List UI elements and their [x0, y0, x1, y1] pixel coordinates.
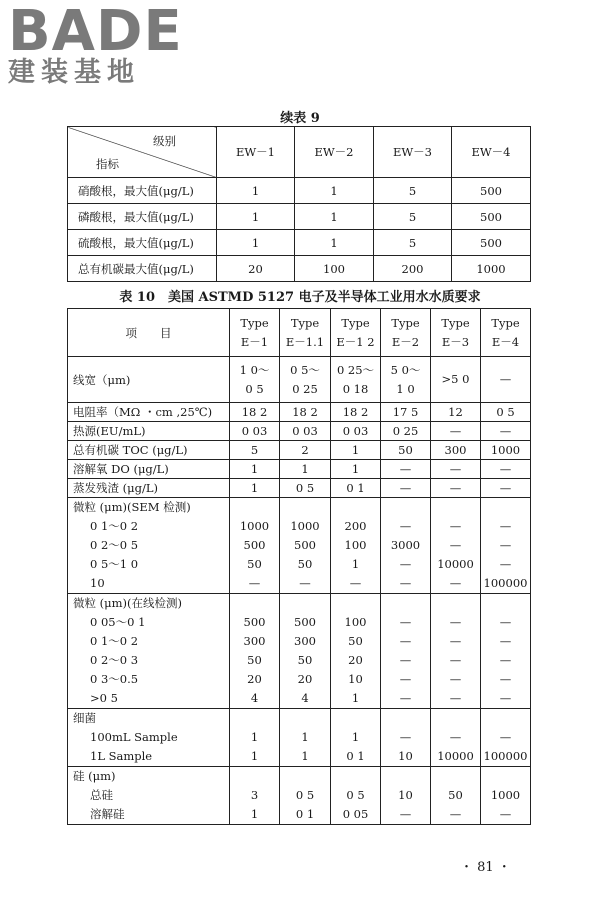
table10-cell: 50 — [297, 557, 313, 571]
table10-group-cell — [481, 594, 531, 709]
table10-cell: — — [499, 653, 512, 667]
table10-cell: 18 2 — [331, 403, 381, 422]
table10-cell: 300 — [294, 634, 316, 648]
table9-cell: 5 — [374, 230, 452, 256]
table10-cell: — — [449, 615, 462, 629]
table10-cell: 1 — [301, 730, 309, 744]
table10-group-row — [68, 767, 531, 825]
table10-group-cell — [280, 594, 331, 709]
table10-cell: — — [449, 576, 462, 590]
table10-col-header — [230, 309, 280, 357]
table10-group-cell — [280, 498, 331, 594]
table10-cell: — — [499, 615, 512, 629]
table10-sub-label: 0 3～0.5 — [90, 672, 139, 686]
table10-group-cell — [481, 498, 531, 594]
table10-cell: — — [449, 538, 462, 552]
table10-cell: 500 — [294, 538, 316, 552]
table10-sub-label: 0 5～1 0 — [90, 557, 139, 571]
table10-cell-line: 5 0～ — [390, 362, 421, 377]
table10-caption: 表 10 美国 ASTMD 5127 电子及半导体工业用水水质要求 — [119, 290, 481, 305]
table10-sub-label: 10 — [90, 576, 105, 590]
table9-cell: 500 — [452, 178, 531, 204]
table10-cell: 1 — [230, 460, 280, 479]
table10-cell: — — [481, 479, 531, 498]
table10 — [67, 308, 531, 825]
table10-cell: — — [449, 634, 462, 648]
table10-cell: 12 — [431, 403, 481, 422]
table10-sub-label: 0 1～0 2 — [90, 519, 139, 533]
table10-group-cell — [230, 594, 280, 709]
table10-cell: 1000 — [239, 519, 270, 533]
table10-group-cell — [331, 498, 381, 594]
table10-cell: — — [399, 691, 412, 705]
table10-col-header — [331, 309, 381, 357]
table10-cell: 0 03 — [230, 422, 280, 441]
table10-cell: 100000 — [483, 749, 528, 763]
table10-col-header — [481, 309, 531, 357]
table10-cell-line: 0 5 — [245, 381, 264, 396]
table10-cell: 10 — [348, 672, 363, 686]
table10-cell: 10000 — [437, 749, 474, 763]
table10-cell — [381, 357, 431, 403]
table10-row-label: 线宽（μm) — [68, 357, 230, 403]
table10-cell: — — [399, 653, 412, 667]
table10-cell: 1000 — [490, 788, 521, 802]
bade-logo-subtitle: 建装基地 — [8, 57, 140, 88]
table10-row-label: 蒸发残渣 (μg/L) — [68, 479, 230, 498]
table10-cell: 1 — [250, 730, 259, 744]
table10-cell: — — [399, 519, 412, 533]
bade-logo-wordmark: BADE — [8, 0, 183, 64]
table10-sub-label: 溶解硅 — [90, 807, 125, 821]
table10-group-cell — [431, 767, 481, 825]
table10-col-grade: E－1.1 — [285, 334, 325, 349]
table10-col-type: Type — [391, 315, 420, 330]
table10-group-label-cell — [68, 594, 230, 709]
table10-row-label: 电阻率（MΩ ・cm ,25℃) — [68, 403, 230, 422]
table10-cell: 50 — [348, 634, 363, 648]
table10-group-title: 微粒 (μm)(SEM 检测) — [73, 500, 191, 514]
table9-col-header: EW－1 — [217, 127, 295, 178]
table10-cell: — — [449, 807, 462, 821]
table10-group-label-cell — [68, 709, 230, 767]
table9-row — [68, 178, 531, 204]
table10-cell: 100000 — [483, 576, 528, 590]
table10-row — [68, 422, 531, 441]
table10-cell: 1 — [351, 691, 360, 705]
table9-col-header: EW－3 — [374, 127, 452, 178]
table10-cell: 1 — [250, 749, 259, 763]
table10-cell: 200 — [344, 519, 367, 533]
table10-group-cell — [481, 709, 531, 767]
table10-col-type: Type — [290, 315, 320, 330]
table10-cell: 0 03 — [280, 422, 331, 441]
table10-cell: 0 1 — [331, 479, 381, 498]
table10-cell: 4 — [250, 691, 259, 705]
table10-cell: 100 — [344, 615, 367, 629]
table10-cell: 20 — [297, 672, 313, 686]
table9-cell: 1 — [295, 204, 374, 230]
table10-cell: 50 — [247, 653, 262, 667]
table10-sub-label: 0 2～0 5 — [90, 538, 139, 552]
table10-group-cell — [280, 767, 331, 825]
table9-caption: 续表 9 — [280, 111, 320, 126]
table10-cell: — — [499, 634, 512, 648]
table10-group-cell — [230, 709, 280, 767]
table9 — [67, 126, 531, 282]
table10-cell: 1 — [351, 557, 360, 571]
table10-cell: 0 5 — [481, 403, 531, 422]
table10-sub-label: 0 05～0 1 — [90, 615, 146, 629]
table10-cell: 1 — [331, 460, 381, 479]
table10-sub-label: 1L Sample — [90, 749, 153, 763]
table10-cell: 2 — [280, 441, 331, 460]
table9-level-label: 级别 — [153, 134, 176, 148]
table10-group-cell — [381, 594, 431, 709]
table10-row — [68, 479, 531, 498]
table10-col-header — [381, 309, 431, 357]
table9-cell: 5 — [374, 204, 452, 230]
table10-cell: — — [381, 479, 431, 498]
table10-group-row — [68, 709, 531, 767]
table10-row — [68, 403, 531, 422]
table10-cell-line: 0 18 — [342, 381, 369, 396]
table10-cell-line: >5 0 — [441, 372, 470, 386]
table9-row-label: 硝酸根，最大值(μg/L) — [68, 178, 217, 204]
table10-cell: 1000 — [481, 441, 531, 460]
table10-col-header — [431, 309, 481, 357]
table9-row — [68, 256, 531, 282]
table10-cell-line: 1 0 — [396, 381, 415, 396]
table9-row — [68, 230, 531, 256]
table9-row-label: 总有机碳最大值(μg/L) — [68, 256, 217, 282]
table10-col-grade: E－4 — [491, 334, 520, 349]
table9-row — [68, 204, 531, 230]
table10-group-cell — [381, 498, 431, 594]
table10-group-cell — [381, 709, 431, 767]
table10-cell-line: 0 25～ — [336, 362, 375, 377]
table10-group-row — [68, 594, 531, 709]
table10-cell: — — [299, 576, 311, 590]
table10-cell: 1 — [250, 807, 259, 821]
table10-cell: — — [431, 460, 481, 479]
table10-cell: — — [399, 576, 412, 590]
table10-cell: — — [449, 653, 462, 667]
table10-cell: 1000 — [290, 519, 320, 533]
table9-row-label: 磷酸根，最大值(μg/L) — [68, 204, 217, 230]
table10-cell: 0 25 — [381, 422, 431, 441]
table10-group-title: 硅 (μm) — [73, 769, 116, 783]
table9-cell: 1 — [217, 230, 295, 256]
table10-cell: — — [481, 422, 531, 441]
table10-group-cell — [230, 767, 280, 825]
table9-col-header: EW－2 — [295, 127, 374, 178]
table10-row — [68, 460, 531, 479]
table10-cell: 10 — [398, 788, 413, 802]
table10-col-type: Type — [491, 315, 520, 330]
table10-cell: 50 — [247, 557, 262, 571]
table10-group-cell — [331, 709, 381, 767]
table10-cell: — — [399, 672, 412, 686]
table10-cell — [331, 357, 381, 403]
table10-sub-label: 0 1～0 2 — [90, 634, 139, 648]
table10-cell — [481, 357, 531, 403]
table10-cell: 300 — [243, 634, 266, 648]
table10-cell: 3000 — [390, 538, 421, 552]
table10-sub-label: 0 2～0 3 — [90, 653, 139, 667]
table10-cell: 10000 — [437, 557, 474, 571]
table10-cell: — — [399, 807, 412, 821]
table10-cell: 4 — [301, 691, 309, 705]
table10-cell: 50 — [381, 441, 431, 460]
table10-col-header — [280, 309, 331, 357]
table10-cell: 100 — [344, 538, 367, 552]
table10-cell: 1 — [351, 730, 360, 744]
table10-cell: — — [431, 422, 481, 441]
table10-cell: — — [499, 557, 512, 571]
table10-row — [68, 441, 531, 460]
page-number: ・ 81 ・ — [460, 860, 511, 875]
table10-group-label-cell — [68, 498, 230, 594]
table10-col-type: Type — [441, 315, 470, 330]
table10-item-header: 项 目 — [68, 309, 230, 357]
table10-cell: 10 — [398, 749, 413, 763]
table10-sub-label: 100mL Sample — [90, 730, 178, 744]
table10-col-type: Type — [240, 315, 269, 330]
table10-cell: 0 5 — [346, 788, 365, 802]
table10-row-label: 总有机碳 TOC (μg/L) — [68, 441, 230, 460]
table10-cell-line: 0 25 — [292, 381, 318, 396]
table10-group-title: 微粒 (μm)(在线检测) — [73, 596, 182, 610]
table10-cell: 500 — [243, 615, 266, 629]
table10-cell: — — [499, 807, 512, 821]
table10-cell: 50 — [448, 788, 463, 802]
table10-group-cell — [481, 767, 531, 825]
table10-cell: — — [481, 460, 531, 479]
table10-cell: 17 5 — [381, 403, 431, 422]
table10-cell-line: 1 0～ — [239, 362, 270, 377]
table10-sub-label: >0 5 — [90, 691, 118, 705]
table10-cell: 0 5 — [295, 788, 315, 802]
table10-cell: 1 — [301, 749, 309, 763]
table9-cell: 1 — [217, 178, 295, 204]
table9-cell: 1 — [295, 178, 374, 204]
table10-cell: — — [449, 691, 462, 705]
table10-cell-line: 0 5～ — [290, 362, 320, 377]
table10-cell: 0 1 — [346, 749, 365, 763]
table10-cell: — — [449, 672, 462, 686]
table10-cell: 300 — [431, 441, 481, 460]
table10-row-label: 热源(EU/mL) — [68, 422, 230, 441]
table10-cell: — — [399, 557, 412, 571]
table10-cell — [280, 357, 331, 403]
table10-cell: — — [399, 634, 412, 648]
table10-header-row — [68, 309, 531, 357]
table10-cell: 3 — [250, 788, 259, 802]
table9-col-header: EW－4 — [452, 127, 531, 178]
table10-group-row — [68, 498, 531, 594]
table10-cell: 1 — [230, 479, 280, 498]
table10-cell: — — [431, 479, 481, 498]
table9-cell: 500 — [452, 230, 531, 256]
table10-row — [68, 357, 531, 403]
table10-cell: 50 — [297, 653, 313, 667]
table10-cell: 0 05 — [342, 807, 369, 821]
table10-cell: 5 — [230, 441, 280, 460]
table9-cell: 1 — [217, 204, 295, 230]
table10-cell: — — [499, 691, 512, 705]
table10-cell-line: — — [499, 372, 512, 386]
table10-group-cell — [331, 767, 381, 825]
table10-cell: 500 — [294, 615, 316, 629]
table10-group-cell — [331, 594, 381, 709]
table10-cell: — — [399, 730, 412, 744]
table10-cell: — — [449, 519, 462, 533]
table9-cell: 500 — [452, 204, 531, 230]
table10-group-cell — [431, 498, 481, 594]
table10-cell — [230, 357, 280, 403]
table10-cell: — — [399, 615, 412, 629]
table10-cell: 1 — [280, 460, 331, 479]
table10-cell: 20 — [348, 653, 363, 667]
table10-cell: 500 — [243, 538, 266, 552]
table10-cell: 0 5 — [280, 479, 331, 498]
table10-row-label: 溶解氧 DO (μg/L) — [68, 460, 230, 479]
table9-corner-header — [68, 127, 217, 178]
table10-cell: — — [499, 730, 512, 744]
table10-cell: — — [449, 730, 462, 744]
table10-cell: 18 2 — [230, 403, 280, 422]
table9-indicator-label: 指标 — [96, 157, 119, 171]
table9-cell: 200 — [374, 256, 452, 282]
table9-cell: 20 — [217, 256, 295, 282]
table10-cell: — — [248, 576, 261, 590]
table10-group-cell — [230, 498, 280, 594]
table10-cell: — — [381, 460, 431, 479]
table10-cell: 0 1 — [295, 807, 315, 821]
table9-cell: 1 — [295, 230, 374, 256]
table10-group-label-cell — [68, 767, 230, 825]
table9-cell: 100 — [295, 256, 374, 282]
table10-cell: — — [349, 576, 362, 590]
table10-cell: — — [499, 538, 512, 552]
table10-sub-label: 总硅 — [90, 788, 113, 802]
table10-cell: 18 2 — [280, 403, 331, 422]
table10-cell — [431, 357, 481, 403]
table9-cell: 1000 — [452, 256, 531, 282]
table10-group-cell — [280, 709, 331, 767]
table10-cell: — — [499, 672, 512, 686]
table10-cell: — — [499, 519, 512, 533]
table10-group-cell — [381, 767, 431, 825]
table10-col-type: Type — [341, 315, 370, 330]
table10-col-grade: E－1 — [240, 334, 269, 349]
table10-col-grade: E－2 — [391, 334, 420, 349]
table10-col-grade: E－3 — [441, 334, 470, 349]
table9-cell: 5 — [374, 178, 452, 204]
table9-row-label: 硫酸根，最大值(μg/L) — [68, 230, 217, 256]
table10-group-cell — [431, 709, 481, 767]
table10-group-title: 细菌 — [73, 711, 96, 725]
table10-cell: 20 — [247, 672, 262, 686]
table10-col-grade: E－1 2 — [336, 334, 375, 349]
table10-group-cell — [431, 594, 481, 709]
table10-cell: 0 03 — [331, 422, 381, 441]
table10-cell: 1 — [331, 441, 381, 460]
table9-header-row — [68, 127, 531, 178]
